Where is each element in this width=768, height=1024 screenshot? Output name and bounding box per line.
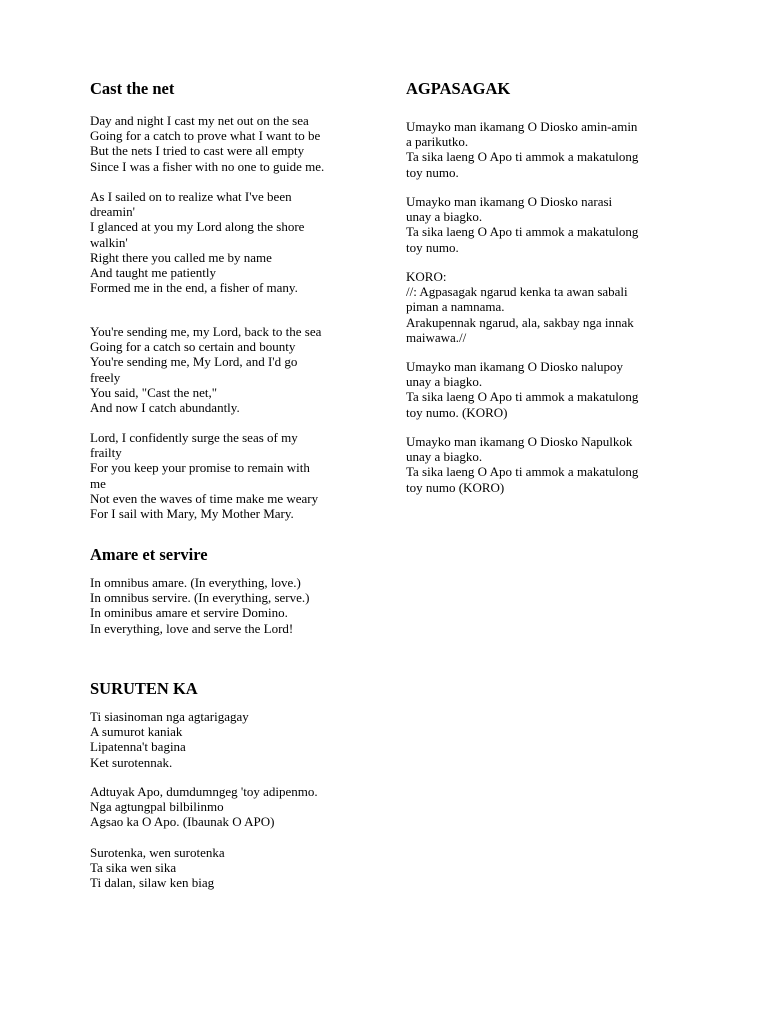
agpasagak-stanza-2 [406,194,638,255]
lyric-line: Ket surotennak. [90,754,173,770]
lyric-line: Ta sika laeng O Apo ti ammok a makatulong [406,224,639,240]
lyric-line: toy numo. [406,164,459,180]
lyric-line: For I sail with Mary, My Mother Mary. [90,506,294,522]
cast-the-net-stanza-3 [90,324,321,415]
lyric-line: maiwawa.// [406,329,467,345]
lyric-line: toy numo (KORO) [406,479,505,495]
lyric-line: walkin' [90,234,128,250]
lyric-line: freely [90,369,121,385]
lyric-line: Right there you called me by name [90,249,272,265]
agpasagak-stanza-3 [406,359,638,420]
lyric-line: Since I was a fisher with no one to guide me. [90,158,325,174]
lyric-line: Umayko man ikamang O Diosko Napulkok [406,434,633,449]
lyric-line: Ta sika laeng O Apo ti ammok a makatulong [406,389,639,405]
lyric-line: You're sending me, My Lord, and I'd go [90,354,298,370]
suruten-ka-stanza-3 [90,845,225,891]
lyric-line: piman a namnama. [406,299,505,315]
lyric-line: toy numo. (KORO) [406,404,508,420]
suruten-ka-stanza-2 [90,784,318,830]
lyric-line: Umayko man ikamang O Diosko nalupoy [406,359,623,374]
song-title-suruten-ka: SURUTEN KA [90,679,198,698]
chorus-label: KORO: [406,269,447,284]
lyric-line: Umayko man ikamang O Diosko amin-amin [406,119,638,134]
lyric-line: //: Agpasagak ngarud kenka ta awan sabali [406,284,628,300]
lyric-line: Day and night I cast my net out on the sea [90,113,309,128]
lyric-line: Not even the waves of time make me weary [90,490,319,506]
lyric-line: You said, "Cast the net," [90,384,218,400]
lyric-line: Surotenka, wen surotenka [90,845,225,860]
song-title-cast-the-net: Cast the net [90,79,175,98]
lyric-line: In ominibus amare et servire Domino. [90,605,288,621]
lyric-line: Lipatenna't bagina [90,739,186,755]
lyric-line: But the nets I tried to cast were all empty [90,143,305,159]
lyric-line: Formed me in the end, a fisher of many. [90,280,298,296]
lyric-line: Umayko man ikamang O Diosko narasi [406,194,613,209]
lyric-line: Going for a catch to prove what I want to be [90,128,321,144]
lyric-line: Ta sika laeng O Apo ti ammok a makatulong [406,464,639,480]
suruten-ka-stanza-1 [90,709,249,770]
cast-the-net-stanza-4 [90,430,318,521]
amare-et-servire-stanza-1 [90,575,310,636]
lyric-line: In omnibus amare. (In everything, love.) [90,575,301,590]
lyric-line: In everything, love and serve the Lord! [90,620,294,636]
lyric-line: dreamin' [90,204,135,220]
lyric-line: a parikutko. [406,134,469,150]
song-title-agpasagak: AGPASAGAK [406,79,511,98]
lyric-line: Arakupennak ngarud, ala, sakbay nga innak [406,314,634,330]
lyric-line: Ta sika laeng O Apo ti ammok a makatulong [406,149,639,165]
agpasagak-stanza-1 [406,119,638,180]
agpasagak-chorus [406,269,634,345]
lyric-line: me [90,475,106,491]
lyric-line: And now I catch abundantly. [90,400,240,416]
lyric-line: As I sailed on to realize what I've been [90,189,292,204]
lyric-line: Nga agtungpal bilbilinmo [90,799,224,815]
song-title-amare-et-servire: Amare et servire [90,545,208,564]
agpasagak-stanza-4 [406,434,638,495]
lyric-line: You're sending me, my Lord, back to the sea [90,324,322,339]
lyric-line: I glanced at you my Lord along the shore [90,219,305,235]
lyric-line: Lord, I confidently surge the seas of my [90,430,298,445]
lyric-line: In omnibus servire. (In everything, serve.) [90,590,310,606]
lyric-line: Ta sika wen sika [90,860,177,876]
lyric-line: Adtuyak Apo, dumdumngeg 'toy adipenmo. [90,784,318,799]
lyric-line: unay a biagko. [406,209,483,225]
lyric-line: A sumurot kaniak [90,724,183,740]
lyric-line: Agsao ka O Apo. (Ibaunak O APO) [90,814,275,830]
lyric-line: frailty [90,445,122,461]
cast-the-net-stanza-1 [90,113,324,174]
lyric-line: And taught me patiently [90,265,217,281]
lyric-line: unay a biagko. [406,449,483,465]
lyric-line: For you keep your promise to remain with [90,460,310,476]
lyric-line: Ti dalan, silaw ken biag [90,875,215,891]
lyric-line: Going for a catch so certain and bounty [90,339,296,355]
lyric-line: unay a biagko. [406,374,483,390]
cast-the-net-stanza-2 [90,189,304,295]
lyric-line: toy numo. [406,239,459,255]
lyric-line: Ti siasinoman nga agtarigagay [90,709,249,724]
